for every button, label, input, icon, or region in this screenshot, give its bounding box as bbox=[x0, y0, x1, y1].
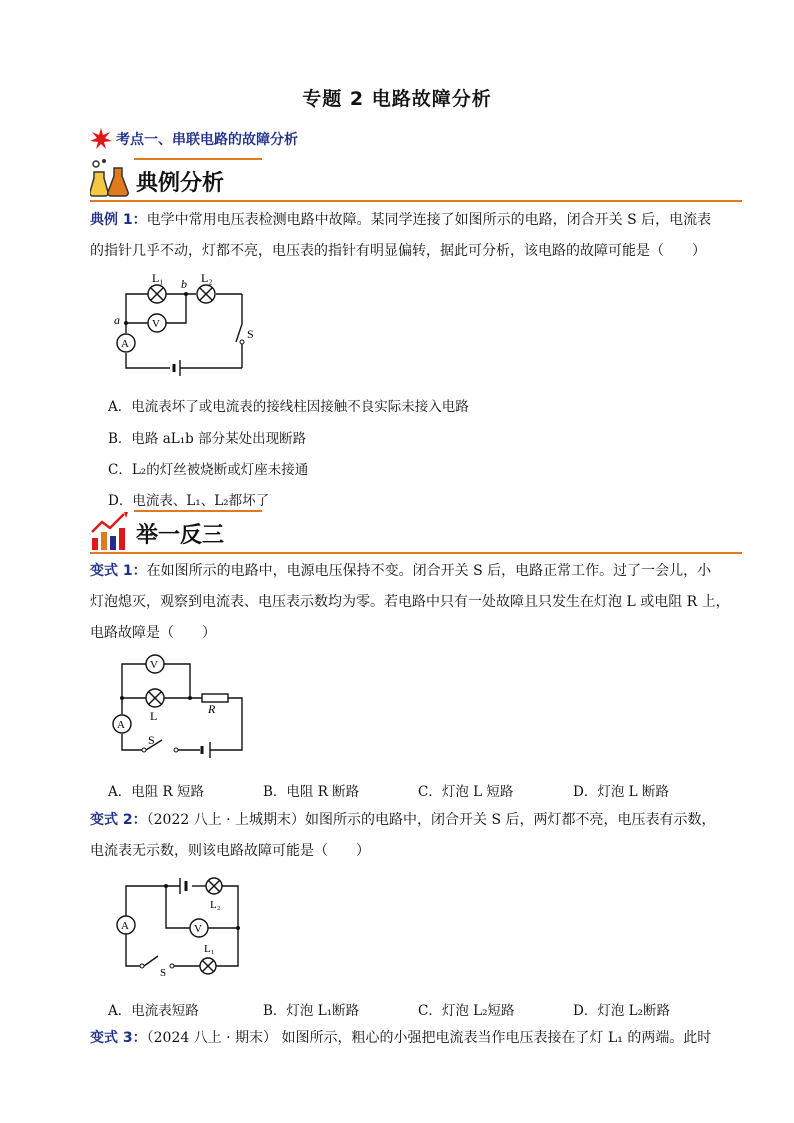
growth-chart-icon bbox=[90, 510, 130, 552]
variant2-label: 变式 2： bbox=[90, 812, 147, 828]
lamp-l2-label: L₂ bbox=[210, 899, 221, 911]
variant2-line1: （2022 八上 · 上城期末）如图所示的电路中，闭合开关 S 后，两灯都不亮，电压表有示数， bbox=[146, 812, 716, 828]
variant1-option-a: A．电阻 R 短路 bbox=[108, 784, 204, 800]
variant2-line2: 电流表无示数，则该电路故障可能是（ ） bbox=[90, 843, 370, 859]
voltmeter-label: V bbox=[150, 659, 158, 671]
variant3-label: 变式 3： bbox=[90, 1030, 147, 1046]
voltmeter-label: V bbox=[152, 318, 160, 330]
variant3-line1: （2024 八上 · 期末） 如图所示，粗心的小强把电流表当作电压表接在了灯 L₁ 的两端。此时 bbox=[146, 1030, 712, 1046]
switch-label: S bbox=[247, 327, 254, 341]
variant2-option-c: C．灯泡 L₂短路 bbox=[418, 1003, 515, 1019]
variant2-options bbox=[108, 999, 728, 1019]
variant1-options bbox=[108, 780, 728, 800]
ammeter-label: A bbox=[117, 719, 125, 731]
section-header-practice bbox=[90, 510, 742, 554]
voltmeter-label: V bbox=[194, 923, 202, 935]
section-title-practice: 举一反三 bbox=[136, 523, 225, 548]
flask-icon bbox=[90, 158, 130, 200]
circuit-diagram-1 bbox=[108, 268, 258, 383]
lamp-l1-label: L₁ bbox=[152, 271, 164, 285]
example1-option-b: B．电路 aL₁b 部分某处出现断路 bbox=[108, 431, 307, 447]
topic-heading-text: 考点一、串联电路的故障分析 bbox=[116, 132, 298, 148]
variant2-option-b: B．灯泡 L₁断路 bbox=[263, 1003, 360, 1019]
variant3-question bbox=[90, 1023, 742, 1054]
ammeter-label: A bbox=[121, 920, 129, 932]
ammeter-label: A bbox=[121, 338, 129, 350]
example1-label: 典例 1： bbox=[90, 212, 147, 228]
switch-label: S bbox=[160, 967, 167, 977]
example1-option-a: A．电流表坏了或电流表的接线柱因接触不良实际未接入电路 bbox=[108, 399, 469, 415]
lamp-l1-label: L₁ bbox=[204, 943, 215, 955]
section-header-examples bbox=[90, 158, 742, 202]
variant2-question bbox=[90, 805, 742, 867]
variant2-option-d: D．灯泡 L₂断路 bbox=[573, 1003, 670, 1019]
variant1-question bbox=[90, 556, 742, 649]
lamp-l2-label: L₂ bbox=[201, 271, 213, 285]
variant1-label: 变式 1： bbox=[90, 563, 147, 579]
variant1-line3: 电路故障是（ ） bbox=[90, 625, 216, 641]
circuit-diagram-2 bbox=[106, 650, 251, 760]
page-title: 专题 2 电路故障分析 bbox=[302, 88, 492, 110]
variant1-option-d: D．灯泡 L 断路 bbox=[573, 784, 669, 800]
variant2-option-a: A．电流表短路 bbox=[108, 1003, 199, 1019]
variant1-option-c: C．灯泡 L 短路 bbox=[418, 784, 514, 800]
star-burst-icon bbox=[90, 128, 112, 150]
circuit-diagram-3 bbox=[110, 872, 245, 977]
example1-line1: 电学中常用电压表检测电路中故障。某同学连接了如图所示的电路，闭合开关 S 后，电流表 bbox=[146, 212, 712, 228]
node-b-label: b bbox=[181, 277, 187, 291]
variant1-line1: 在如图所示的电路中，电源电压保持不变。闭合开关 S 后，电路正常工作。过了一会儿，小 bbox=[146, 563, 712, 579]
variant1-line2: 灯泡熄灭，观察到电流表、电压表示数均为零。若电路中只有一处故障且只发生在灯泡 L 或电阻 R 上， bbox=[90, 594, 730, 610]
variant1-option-b: B．电阻 R 断路 bbox=[263, 784, 360, 800]
topic-heading bbox=[90, 128, 298, 150]
resistor-r-label: R bbox=[208, 702, 216, 716]
node-a-label: a bbox=[114, 313, 120, 327]
example1-question bbox=[90, 205, 742, 267]
switch-label: S bbox=[148, 733, 155, 747]
example1-option-c: C．L₂的灯丝被烧断或灯座未接通 bbox=[108, 462, 309, 478]
example1-line2: 的指针几乎不动，灯都不亮，电压表的指针有明显偏转，据此可分析，该电路的故障可能是（ ） bbox=[90, 243, 706, 259]
lamp-l-label: L bbox=[150, 709, 158, 723]
section-title-examples: 典例分析 bbox=[136, 171, 225, 196]
example1-option-d: D．电流表、L₁、L₂都坏了 bbox=[108, 493, 270, 509]
